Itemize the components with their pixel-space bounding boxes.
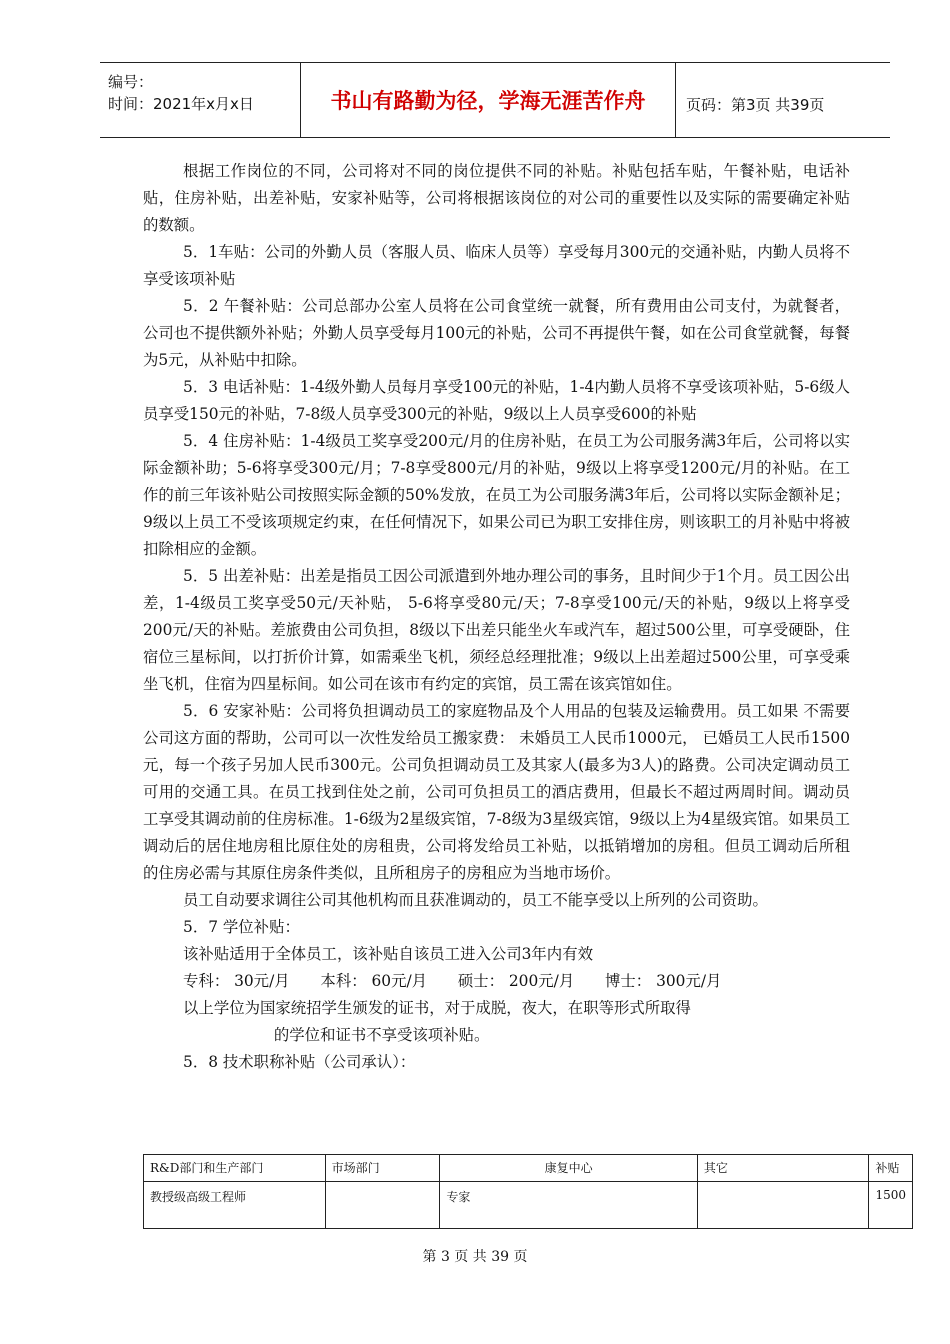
doc-number-label: 编号： — [108, 73, 154, 91]
document-body — [143, 158, 850, 1076]
table-cell — [325, 1182, 440, 1229]
paragraph-title-heading: 5．8 技术职称补贴（公司承认）： — [183, 1053, 416, 1071]
paragraph-relocation-allowance: 5．6 安家补贴：公司将负担调动员工的家庭物品及个人用品的包装及运输费用。员工如果 不需要公司这方面的帮助，公司可以一次性发给员工搬家费： 未婚员工人民币1000元， 已婚员工人民币1500 元，每一个孩子另加人民币300元。公司负担调动员工及其家人(最多为3人)的路费。公司决定调动员工可用的交通工具。在员工找到住处之前，公司可负担员工的酒店费用，但最长不超过两周时间。调动员工享受其调动前的住房标准。1-6级为2星级宾馆，7-8级为3星级宾馆，9级以上为4星级宾馆。如果员工调动后的居住地房租比原住处的房租贵，公司将发给员工补贴，以抵销增加的房租。但员工调动后所租的住房必需与其原住房条件类似，且所租房子的房租应为当地市场价。 — [143, 702, 850, 882]
paragraph-phone-allowance: 5．3 电话补贴：1-4级外勤人员每月享受100元的补贴，1-4内勤人员将不享受该项补贴，5-6级人员享受150元的补贴，7-8级人员享受300元的补贴，9级以上人员享受600的补贴 — [143, 378, 850, 423]
paragraph-degree-scope: 该补贴适用于全体员工，该补贴自该员工进入公司3年内有效 — [183, 945, 593, 963]
paragraph-degree-heading: 5．7 学位补贴： — [183, 918, 300, 936]
table-cell: 教授级高级工程师 — [144, 1182, 326, 1229]
table-header-cell: 康复中心 — [440, 1155, 697, 1182]
paragraph-travel-allowance: 5．5 出差补贴：出差是指员工因公司派遣到外地办理公司的事务，且时间少于1个月。员工因公出差，1-4级员工奖享受50元/天补贴， 5-6将享受80元/天；7-8享受100元/天的补贴，9级以上将享受200元/天的补贴。差旅费由公司负担，8级以下出差只能坐火车或汽车，超过500公里，可享受硬卧，住宿位三星标间，以打折价计算，如需乘坐飞机，须经总经理批准；9级以上出差超过500公里，可享受乘坐飞机，住宿为四星标间。如公司在该市有约定的宾馆，员工需在该宾馆如住。 — [143, 567, 850, 693]
header-page-cell — [676, 63, 890, 137]
page-header — [100, 62, 890, 138]
page-footer: 第 3 页 共 39 页 — [422, 1249, 528, 1265]
paragraph-degree-note-2: 的学位和证书不享受该项补贴。 — [273, 1026, 490, 1044]
table-header-cell: 市场部门 — [325, 1155, 440, 1182]
table-row — [144, 1182, 913, 1229]
paragraph-intro: 根据工作岗位的不同，公司将对不同的岗位提供不同的补贴。补贴包括车贴，午餐补贴，电话补贴，住房补贴，出差补贴，安家补贴等，公司将根据该岗位的对公司的重要性以及实际的需要确定补贴的数额。 — [143, 162, 850, 234]
paragraph-housing-allowance: 5．4 住房补贴：1-4级员工奖享受200元/月的住房补贴，在员工为公司服务满3年后，公司将以实际金额补助；5-6将享受300元/月；7-8享受800元/月的补贴，9级以上将享受1200元/月的补贴。在工作的前三年该补贴公司按照实际金额的50%发放，在员工为公司服务满3年后，公司将以实际金额补足；9级以上员工不受该项规定约束，在任何情况下，如果公司已为职工安排住房，则该职工的月补贴中将被扣除相应的金额。 — [143, 432, 850, 558]
header-page-info: 页码：第3页 共39页 — [686, 96, 825, 114]
paragraph-degree-amounts: 专科： 30元/月 本科： 60元/月 硕士： 200元/月 博士： 300元/月 — [183, 972, 722, 990]
paragraph-degree-note-1: 以上学位为国家统招学生颁发的证书，对于成脱，夜大，在职等形式所取得 — [183, 999, 691, 1017]
table-cell: 1500 — [869, 1182, 913, 1229]
doc-date-label: 时间：2021年x月x日 — [108, 95, 254, 113]
header-meta — [100, 63, 301, 137]
table-cell — [697, 1182, 869, 1229]
header-motto: 书山有路勤为径，学海无涯苦作舟 — [330, 89, 646, 113]
paragraph-voluntary-transfer: 员工自动要求调往公司其他机构而且获准调动的，员工不能享受以上所列的公司资助。 — [183, 891, 768, 909]
table-cell: 专家 — [440, 1182, 697, 1229]
paragraph-car-allowance: 5．1车贴：公司的外勤人员（客服人员、临床人员等）享受每月300元的交通补贴，内勤人员将不享受该项补贴 — [143, 243, 850, 288]
header-motto-cell — [301, 63, 676, 137]
table-header-cell: 其它 — [697, 1155, 869, 1182]
paragraph-lunch-allowance: 5．2 午餐补贴：公司总部办公室人员将在公司食堂统一就餐，所有费用由公司支付，为就餐者，公司也不提供额外补贴；外勤人员享受每月100元的补贴，公司不再提供午餐，如在公司食堂就餐，每餐为5元，从补贴中扣除。 — [143, 297, 850, 369]
table-header-cell: 补贴 — [869, 1155, 913, 1182]
table-header-cell: R&D部门和生产部门 — [144, 1155, 326, 1182]
table-header-row — [144, 1155, 913, 1182]
title-allowance-table — [143, 1154, 913, 1229]
